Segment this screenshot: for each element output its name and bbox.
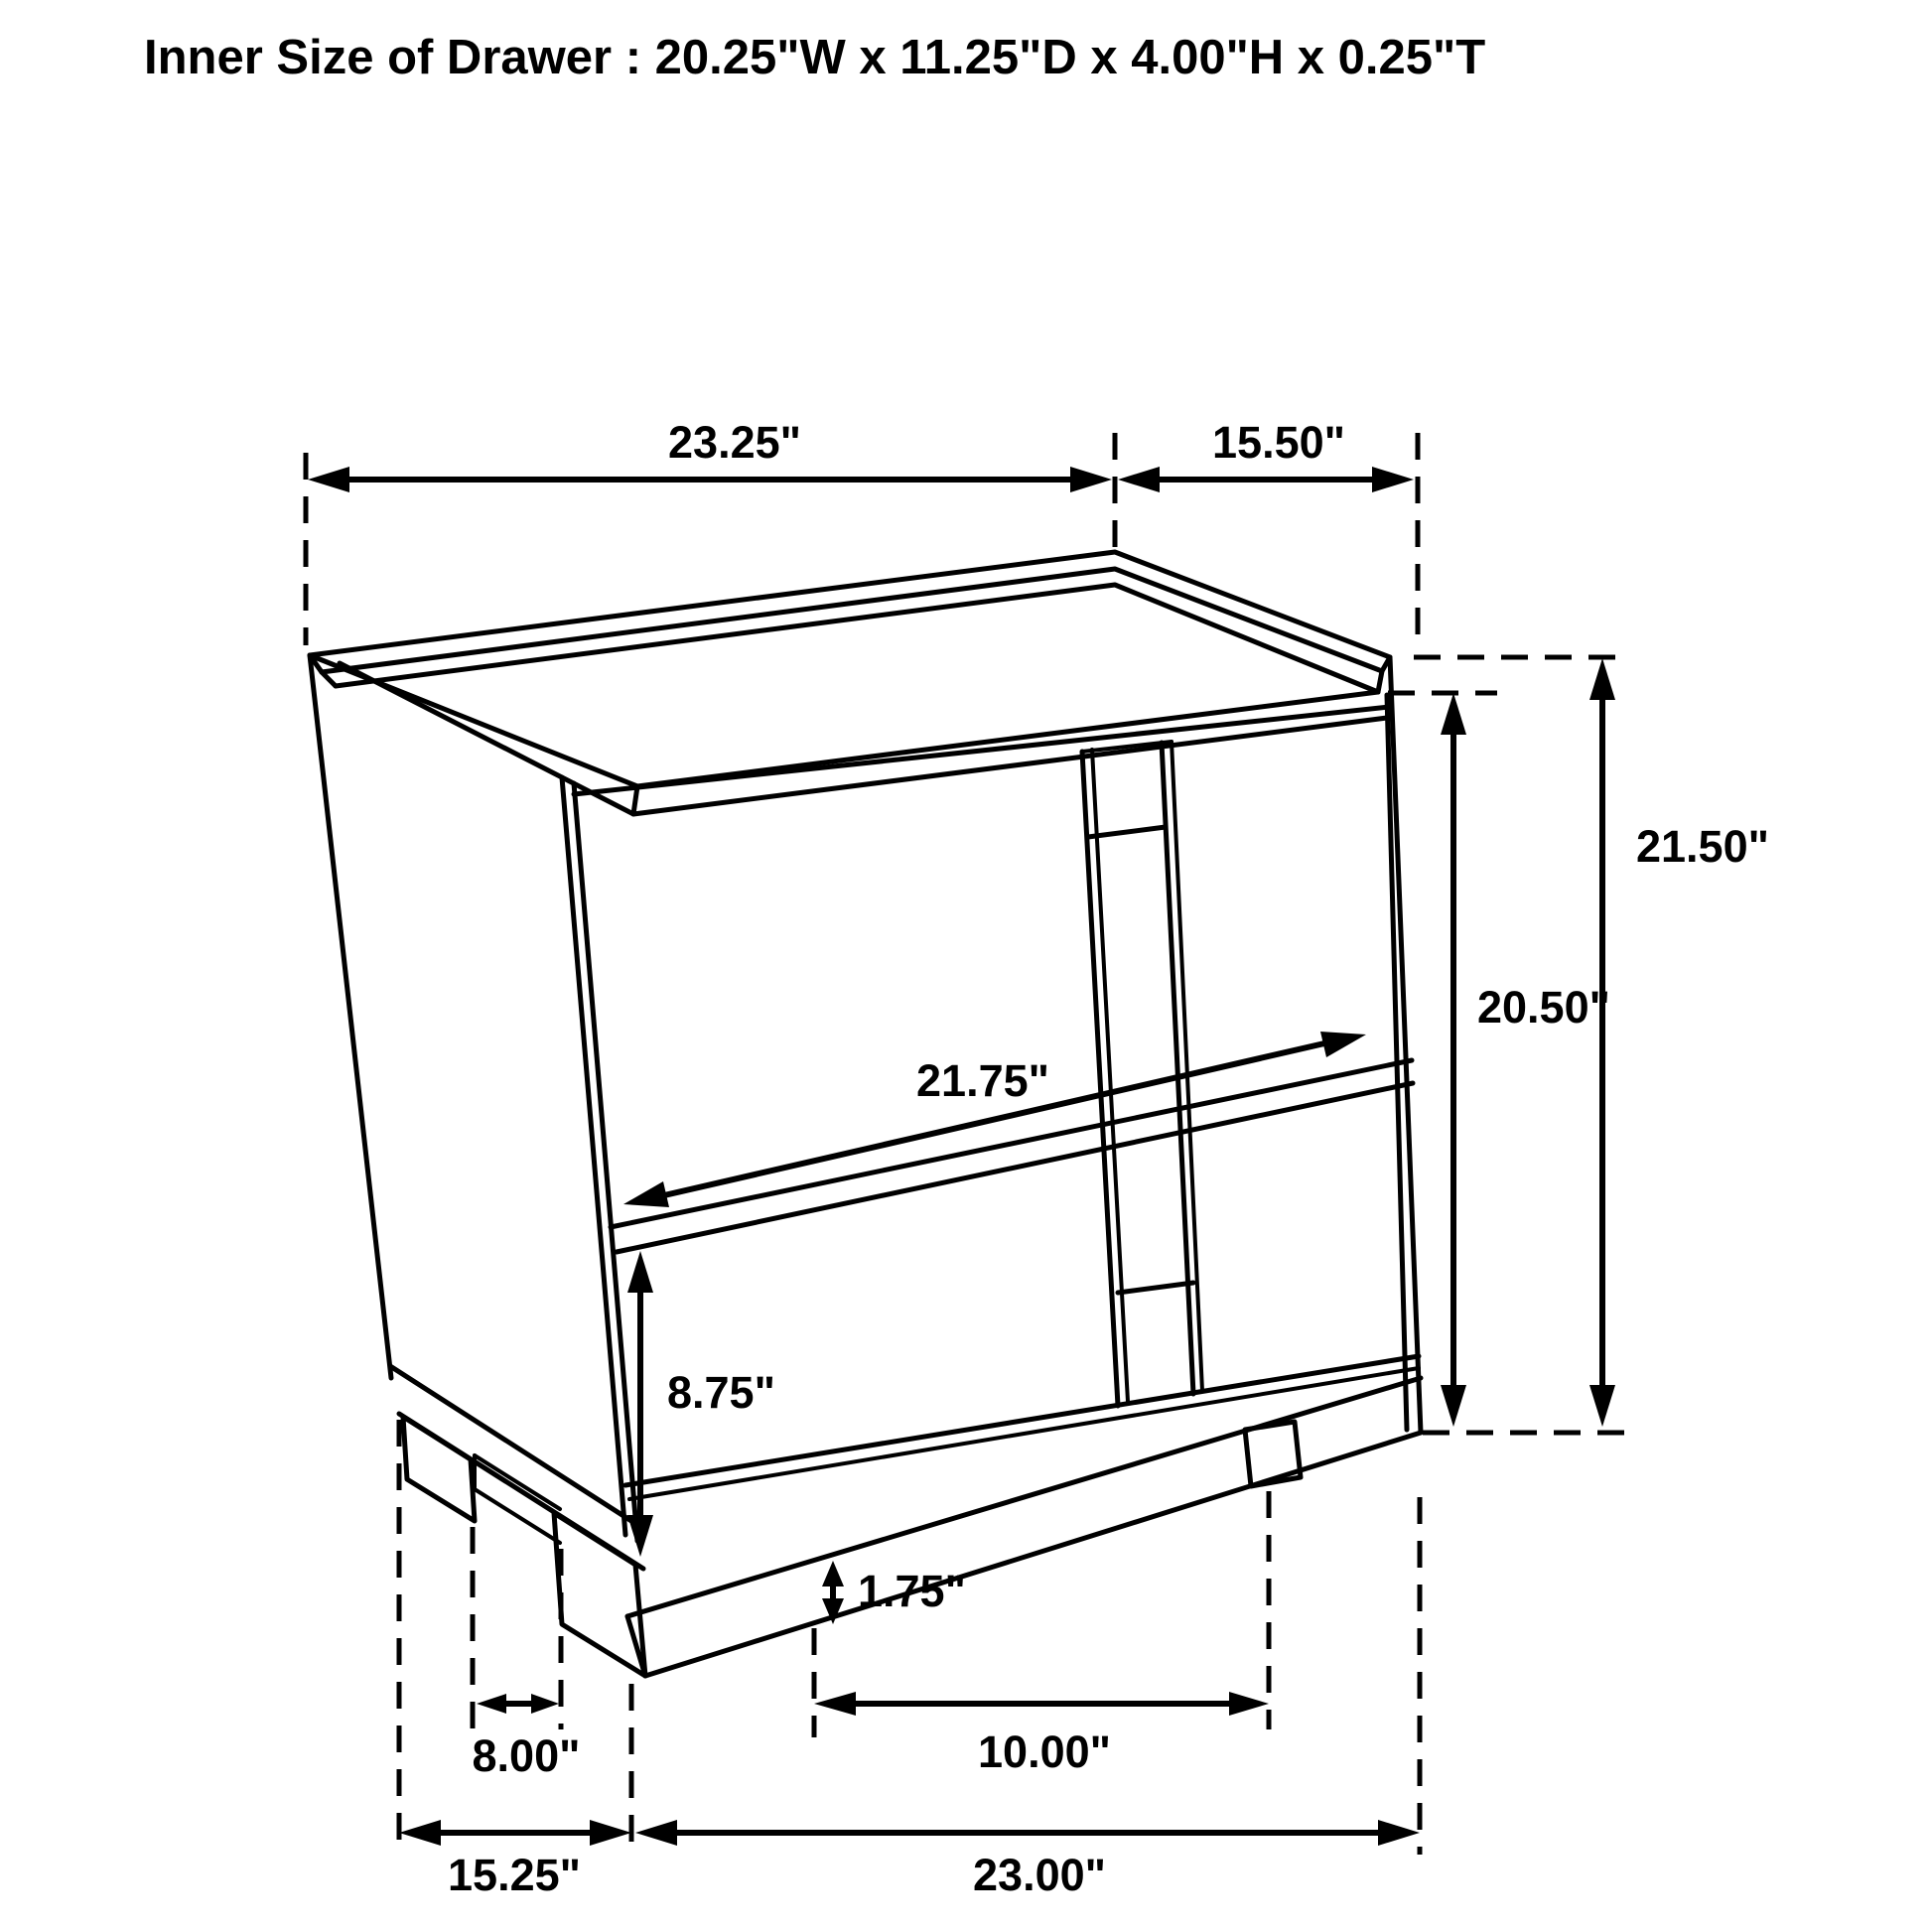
side-panel-left-edge bbox=[310, 655, 391, 1378]
arrowhead-left-icon bbox=[623, 1181, 669, 1207]
dim-overall-height bbox=[1589, 658, 1769, 1427]
arrowhead-up-icon bbox=[1589, 658, 1615, 700]
dim-leg-gap-side bbox=[473, 1694, 581, 1781]
front-corner-edge-inner bbox=[574, 783, 637, 1541]
arrowhead-right-icon bbox=[1372, 467, 1414, 492]
drawer-divider-bottom-line bbox=[617, 1083, 1413, 1252]
dim-leg-gap-front-label: 10.00" bbox=[978, 1726, 1111, 1777]
dim-footprint-depth-label: 15.25" bbox=[448, 1850, 581, 1900]
arrowhead-left-icon bbox=[399, 1820, 441, 1846]
side-rail-recess-bottom bbox=[475, 1489, 560, 1543]
base-rail-bottom-edge bbox=[645, 1433, 1421, 1676]
arrowhead-up-icon bbox=[627, 1251, 653, 1293]
dimension-annotations bbox=[308, 417, 1769, 1900]
arrowhead-right-icon bbox=[1070, 467, 1112, 492]
arrowhead-down-icon bbox=[1441, 1385, 1466, 1427]
arrowhead-up-icon bbox=[822, 1561, 844, 1587]
dim-leg-gap-side-label: 8.00" bbox=[472, 1730, 581, 1781]
bottom-drawer-pull-notch bbox=[1118, 1283, 1193, 1293]
dim-case-height-label: 20.50" bbox=[1477, 982, 1610, 1033]
arrowhead-down-icon bbox=[1589, 1385, 1615, 1427]
arrowhead-right-icon bbox=[1378, 1820, 1420, 1846]
dim-leg-gap-front bbox=[814, 1692, 1269, 1777]
dim-overall-height-label: 21.50" bbox=[1636, 821, 1769, 872]
arrowhead-left-icon bbox=[635, 1820, 677, 1846]
arrowhead-right-icon bbox=[1229, 1692, 1269, 1716]
handle-channel-left-wall bbox=[1082, 752, 1118, 1406]
arrowhead-down-icon bbox=[627, 1515, 653, 1557]
arrowhead-left-icon bbox=[477, 1694, 506, 1714]
top-drawer-pull-notch bbox=[1088, 827, 1166, 837]
top-panel-bottom-edge bbox=[340, 663, 1387, 814]
dim-top-width bbox=[308, 417, 1112, 492]
dim-top-depth bbox=[1118, 417, 1414, 492]
cabinet-drawing bbox=[310, 552, 1421, 1676]
dim-drawer-height bbox=[627, 1251, 775, 1557]
side-rail-recess-top bbox=[475, 1455, 560, 1509]
front-corner-edge-outer bbox=[562, 777, 625, 1535]
arrowhead-left-icon bbox=[1118, 467, 1160, 492]
dim-drawer-height-label: 8.75" bbox=[667, 1367, 775, 1418]
face-top-edge bbox=[574, 707, 1389, 794]
dim-footprint-width bbox=[635, 1820, 1420, 1900]
dim-drawer-width bbox=[623, 1032, 1366, 1207]
leg-front-left bbox=[554, 1513, 645, 1676]
dim-case-height bbox=[1441, 693, 1610, 1427]
dim-top-depth-label: 15.50" bbox=[1212, 417, 1345, 468]
arrowhead-up-icon bbox=[1441, 693, 1466, 735]
dim-drawer-width-label: 21.75" bbox=[916, 1055, 1049, 1106]
arrowhead-left-icon bbox=[814, 1692, 856, 1716]
dim-footprint-depth bbox=[399, 1820, 631, 1900]
leg-back-left bbox=[403, 1417, 475, 1521]
dim-rail-height-label: 1.75" bbox=[858, 1566, 966, 1616]
arrowhead-right-icon bbox=[1320, 1032, 1366, 1057]
arrowhead-right-icon bbox=[590, 1820, 631, 1846]
arrowhead-left-icon bbox=[308, 467, 349, 492]
dim-top-width-label: 23.25" bbox=[668, 417, 801, 468]
diagram-title: Inner Size of Drawer : 20.25"W x 11.25"D x 4.00"H x 0.25"T bbox=[144, 31, 1486, 84]
dim-footprint-width-label: 23.00" bbox=[973, 1850, 1106, 1900]
top-panel-front-corner bbox=[633, 786, 637, 814]
arrowhead-right-icon bbox=[531, 1694, 559, 1714]
side-rail-top-edge bbox=[390, 1366, 631, 1521]
